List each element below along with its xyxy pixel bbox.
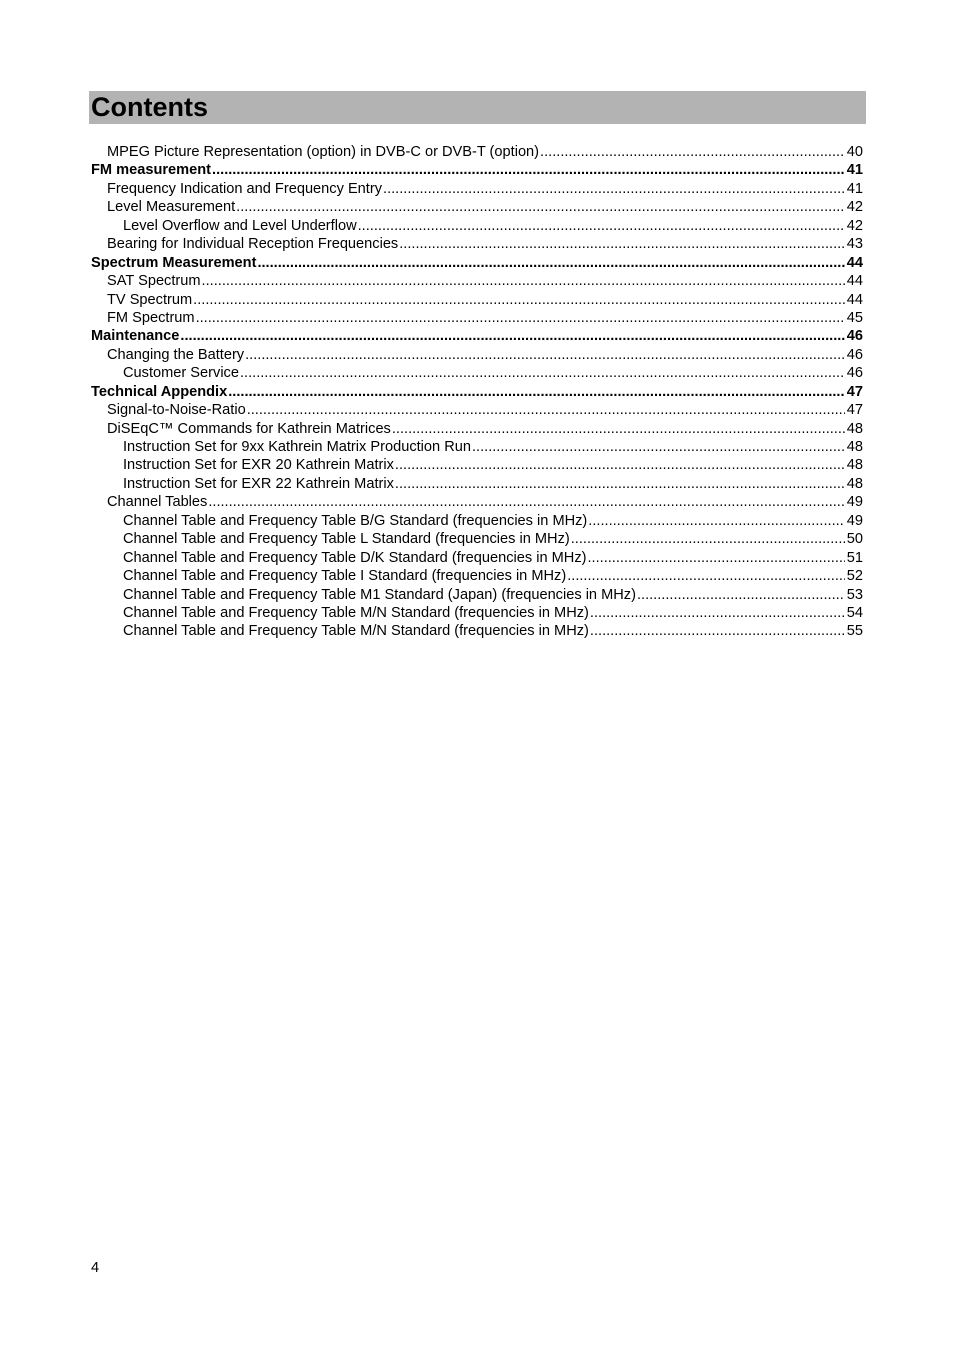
toc-entry-title: Channel Table and Frequency Table I Standard (frequencies in MHz) xyxy=(123,568,567,585)
toc-entry-title: Channel Table and Frequency Table L Standard (frequencies in MHz) xyxy=(123,531,570,548)
toc-entry[interactable] xyxy=(91,586,863,604)
toc-entry-title: Spectrum Measurement xyxy=(91,254,257,271)
toc-entry-page: 42 xyxy=(846,199,863,216)
toc-entry-title: Level Measurement xyxy=(107,199,236,216)
toc-entry[interactable] xyxy=(91,364,863,382)
contents-heading-bar xyxy=(89,91,866,124)
toc-entry-title: Level Overflow and Level Underflow xyxy=(123,217,357,234)
toc-dot-leader xyxy=(588,512,844,530)
toc-entry[interactable] xyxy=(91,493,863,511)
toc-entry-title: Signal-to-Noise-Ratio xyxy=(107,402,246,419)
toc-dot-leader xyxy=(587,549,844,567)
toc-dot-leader xyxy=(193,291,845,309)
toc-dot-leader xyxy=(240,364,845,382)
toc-entry-title: SAT Spectrum xyxy=(107,273,201,290)
toc-entry-page: 52 xyxy=(846,568,863,585)
toc-entry-title: Customer Service xyxy=(123,365,239,382)
toc-entry[interactable] xyxy=(91,567,863,585)
toc-dot-leader xyxy=(567,567,845,585)
toc-entry-title: Channel Table and Frequency Table M1 Standard (Japan) (frequencies in MHz) xyxy=(123,586,636,603)
toc-entry-page: 54 xyxy=(846,604,863,621)
toc-dot-leader xyxy=(637,586,845,604)
toc-entry-page: 48 xyxy=(846,439,863,455)
toc-entry-title: Channel Tables xyxy=(107,494,208,511)
toc-entry[interactable] xyxy=(91,622,863,640)
toc-entry[interactable] xyxy=(91,346,863,364)
toc-entry-page: 44 xyxy=(846,273,863,290)
toc-entry-page: 53 xyxy=(846,586,863,603)
toc-entry[interactable] xyxy=(91,604,863,622)
toc-dot-leader xyxy=(399,235,845,253)
toc-entry-page: 49 xyxy=(846,512,863,529)
toc-entry-page: 51 xyxy=(846,549,863,566)
toc-dot-leader xyxy=(472,438,845,456)
toc-dot-leader xyxy=(196,309,845,327)
page-title: Contents xyxy=(91,92,208,122)
toc-dot-leader xyxy=(590,622,845,640)
toc-entry-page: 44 xyxy=(846,254,863,271)
toc-entry-title: Frequency Indication and Frequency Entry xyxy=(107,180,383,197)
toc-entry-page: 43 xyxy=(846,236,863,253)
toc-dot-leader xyxy=(245,346,845,364)
toc-dot-leader xyxy=(247,401,845,419)
toc-entry[interactable] xyxy=(91,401,863,419)
toc-dot-leader xyxy=(236,198,845,216)
toc-entry-page: 48 xyxy=(846,475,863,492)
toc-entry-page: 50 xyxy=(846,531,863,548)
toc-entry-page: 41 xyxy=(846,180,863,197)
toc-entry-page: 55 xyxy=(846,623,863,640)
toc-entry[interactable] xyxy=(91,291,863,309)
toc-entry-page: 46 xyxy=(846,365,863,382)
toc-dot-leader xyxy=(257,254,844,272)
toc-entry-page: 45 xyxy=(846,309,863,326)
toc-entry[interactable] xyxy=(91,235,863,253)
toc-dot-leader xyxy=(358,217,845,235)
toc-entry[interactable] xyxy=(91,198,863,216)
toc-entry-title: Maintenance xyxy=(91,328,180,345)
toc-entry[interactable] xyxy=(91,161,863,179)
toc-dot-leader xyxy=(180,327,844,345)
toc-dot-leader xyxy=(392,420,845,438)
toc-dot-leader xyxy=(590,604,845,622)
table-of-contents xyxy=(91,143,863,641)
toc-entry-page: 47 xyxy=(846,383,863,400)
toc-entry[interactable] xyxy=(91,530,863,548)
toc-entry[interactable] xyxy=(91,143,863,161)
toc-entry[interactable] xyxy=(91,383,863,401)
toc-entry-page: 44 xyxy=(846,291,863,308)
toc-entry-page: 48 xyxy=(846,420,863,437)
toc-entry-title: Instruction Set for EXR 20 Kathrein Matrix xyxy=(123,457,394,474)
toc-dot-leader xyxy=(228,383,845,401)
toc-entry[interactable] xyxy=(91,217,863,235)
toc-entry-title: Channel Table and Frequency Table M/N Standard (frequencies in MHz) xyxy=(123,604,589,621)
toc-entry-page: 46 xyxy=(846,346,863,363)
toc-entry-page: 40 xyxy=(846,144,863,160)
toc-entry[interactable] xyxy=(91,327,863,345)
toc-entry-title: MPEG Picture Representation (option) in DVB-C or DVB-T (option) xyxy=(107,144,540,160)
toc-entry-title: Channel Table and Frequency Table B/G Standard (frequencies in MHz) xyxy=(123,512,588,529)
toc-entry-title: TV Spectrum xyxy=(107,291,193,308)
toc-dot-leader xyxy=(395,456,845,474)
toc-entry-title: DiSEqC™ Commands for Kathrein Matrices xyxy=(107,420,391,437)
toc-entry-title: FM Spectrum xyxy=(107,309,195,326)
toc-entry-title: Changing the Battery xyxy=(107,346,245,363)
toc-dot-leader xyxy=(395,475,845,493)
page-number: 4 xyxy=(91,1260,100,1276)
toc-dot-leader xyxy=(202,272,845,290)
toc-entry-page: 41 xyxy=(846,162,863,179)
toc-entry-page: 42 xyxy=(846,217,863,234)
toc-entry[interactable] xyxy=(91,475,863,493)
toc-entry-page: 49 xyxy=(846,494,863,511)
toc-entry[interactable] xyxy=(91,420,863,438)
toc-entry[interactable] xyxy=(91,272,863,290)
toc-dot-leader xyxy=(383,180,845,198)
toc-dot-leader xyxy=(571,530,845,548)
toc-entry-title: Bearing for Individual Reception Frequencies xyxy=(107,236,399,253)
toc-entry-title: Channel Table and Frequency Table M/N Standard (frequencies in MHz) xyxy=(123,623,589,640)
toc-entry-page: 47 xyxy=(846,402,863,419)
toc-entry[interactable] xyxy=(91,180,863,198)
toc-entry[interactable] xyxy=(91,549,863,567)
toc-entry-title: Technical Appendix xyxy=(91,383,228,400)
toc-dot-leader xyxy=(208,493,844,511)
toc-entry[interactable] xyxy=(91,309,863,327)
toc-entry[interactable] xyxy=(91,254,863,272)
toc-entry[interactable] xyxy=(91,456,863,474)
toc-dot-leader xyxy=(540,143,845,161)
toc-entry-page: 46 xyxy=(846,328,863,345)
toc-dot-leader xyxy=(212,161,845,179)
toc-entry-title: FM measurement xyxy=(91,162,212,179)
toc-entry[interactable] xyxy=(91,438,863,456)
toc-entry[interactable] xyxy=(91,512,863,530)
toc-entry-title: Instruction Set for EXR 22 Kathrein Matrix xyxy=(123,475,394,492)
toc-entry-title: Instruction Set for 9xx Kathrein Matrix Production Run xyxy=(123,439,471,455)
toc-entry-page: 48 xyxy=(846,457,863,474)
toc-entry-title: Channel Table and Frequency Table D/K Standard (frequencies in MHz) xyxy=(123,549,587,566)
